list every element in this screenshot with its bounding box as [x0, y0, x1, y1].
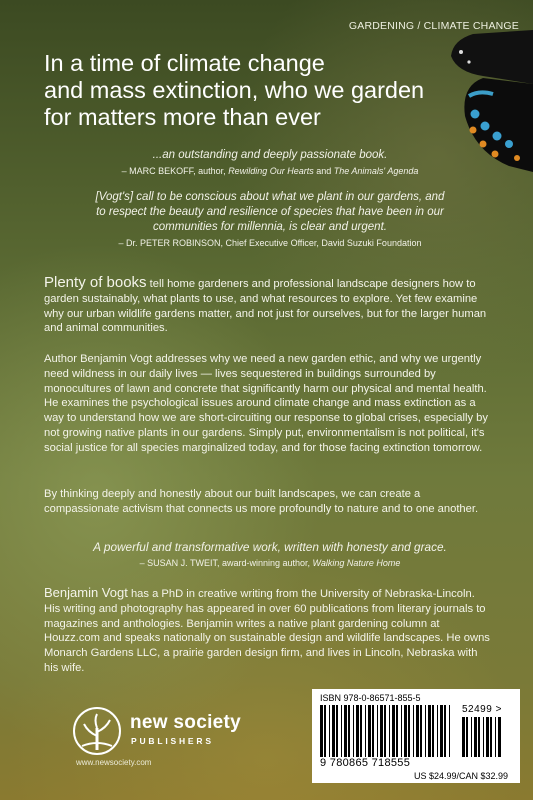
attribution-conj: and — [313, 166, 334, 176]
headline — [44, 50, 484, 131]
publisher-tree-icon — [72, 706, 122, 756]
quote-text: ...an outstanding and deeply passionate book. — [152, 149, 388, 161]
category-label: GARDENING / CLIMATE CHANGE — [348, 20, 519, 32]
barcode-panel — [312, 689, 520, 783]
author-bio — [44, 586, 494, 676]
review-quote-robinson — [40, 190, 500, 250]
paragraph-lead: Plenty of books — [44, 274, 147, 291]
attribution-prefix: – SUSAN J. TWEIT, award-winning author, — [139, 558, 313, 568]
addon-barcode — [462, 717, 502, 757]
attribution-work: Walking Nature Home — [312, 558, 401, 568]
headline-line-2: and mass extinction, who we garden — [44, 77, 425, 103]
quote-line-1: [Vogt's] call to be conscious about what we plant in our gardens, and — [95, 191, 445, 203]
description-paragraph-1 — [44, 276, 494, 336]
ean-barcode — [320, 705, 452, 757]
isbn-label: ISBN 978-0-86571-855-5 — [320, 693, 421, 703]
review-quote-tweit — [40, 540, 500, 570]
attribution-work-1: Rewilding Our Hearts — [228, 166, 314, 176]
barcode-addon-label: 52499 > — [462, 704, 502, 715]
quote-attribution — [40, 165, 500, 178]
paragraph-text: tell home gardeners and professional landscape designers how to garden sustainably, what plants to use, and what resources to explore. Yet few examine why our urban wildlife gardens matter, and not just for ourselves, but for the larger human and animal communities. — [44, 278, 487, 335]
price-label: US $24.99/CAN $32.99 — [414, 771, 509, 781]
attribution-work-2: The Animals' Agenda — [333, 166, 419, 176]
description-paragraph-2: Author Benjamin Vogt addresses why we need a new garden ethic, and why we urgently need wildness in our daily lives — lives sequestered in buildings surrounded by monocultures of lawn and concrete that significantly harm our physical and mental health. He examines the psychological issues around climate change and mass extinction as a way to understand how we are short-circuiting our response to global crises, especially by not growing native plants in our gardens. Simply put, environmentalism is not political, it's social justice for all species marginalized today, and for those facing extinction tomorrow. — [44, 353, 488, 454]
publisher-imprint: PUBLISHERS — [131, 736, 214, 746]
publisher-url: www.newsociety.com — [76, 758, 152, 767]
quote-attribution: – Dr. PETER ROBINSON, Chief Executive Officer, David Suzuki Foundation — [118, 238, 422, 248]
quote-text: A powerful and transformative work, written with honesty and grace. — [93, 540, 447, 554]
author-bio-text: has a PhD in creative writing from the University of Nebraska-Lincoln. His writing and photography has appeared in over 60 publications from literary journals to magazines and anthologies. Benjamin writes a native plant gardening column at Houzz.com and speaks nationally on sustainable design and wildlife landscapes. He owns Monarch Gardens LLC, a prairie garden design firm, and lives in Lincoln, Nebraska with his wife. — [44, 588, 490, 674]
publisher-logo — [72, 700, 272, 780]
publisher-name: new society — [130, 712, 242, 733]
headline-line-1: In a time of climate change — [44, 50, 325, 76]
description-paragraph-3: By thinking deeply and honestly about our built landscapes, we can create a compassionate activism that connects us more profoundly to nature and to one another. — [44, 488, 479, 515]
quote-line-3: communities for millennia, is clear and urgent. — [153, 221, 387, 233]
headline-line-3: for matters more than ever — [44, 104, 321, 130]
quote-attribution — [40, 557, 500, 570]
attribution-prefix: – MARC BEKOFF, author, — [121, 166, 229, 176]
author-name: Benjamin Vogt — [44, 585, 128, 600]
barcode-digits: 9 780865 718555 — [320, 757, 411, 769]
review-quote-bekoff — [40, 148, 500, 178]
quote-line-2: to respect the beauty and resilience of species that have been in our — [96, 206, 444, 218]
